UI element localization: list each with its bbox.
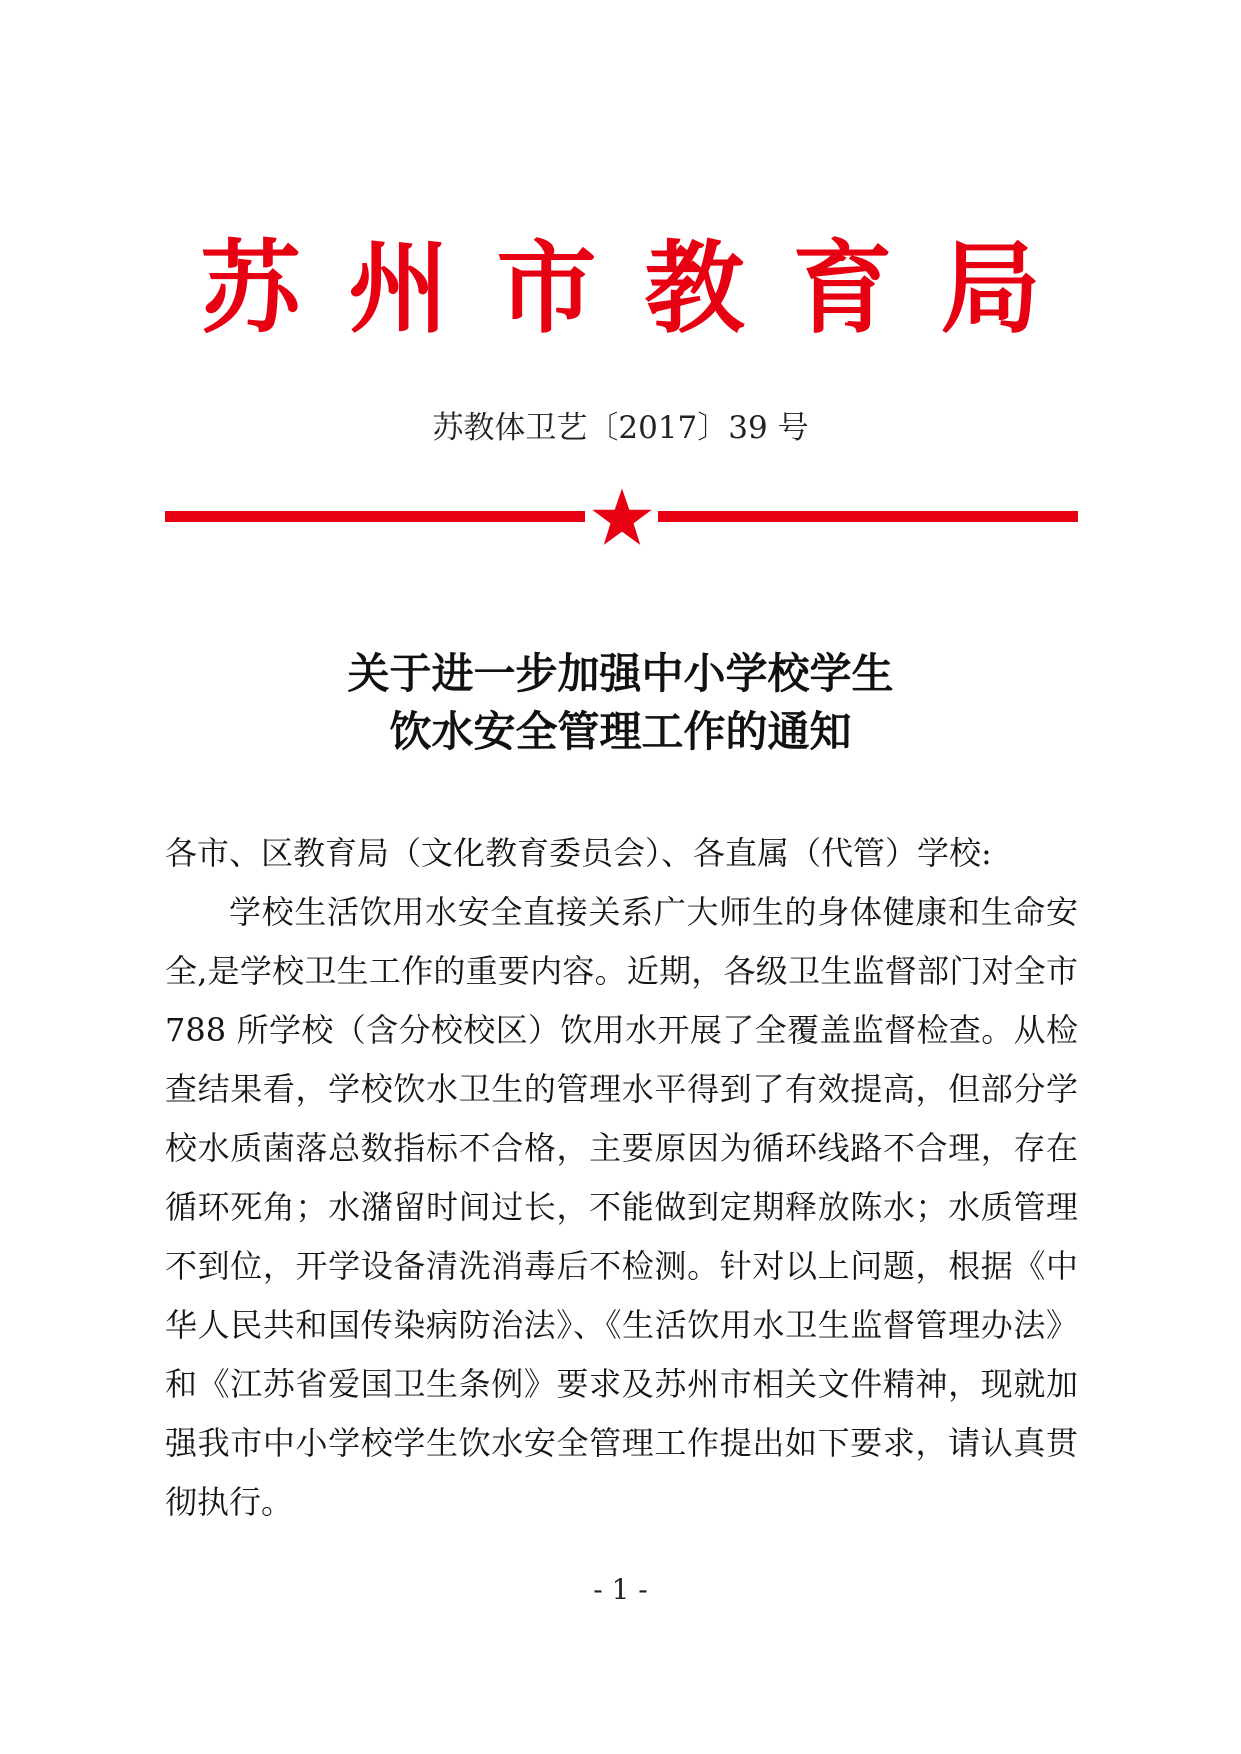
star-icon	[591, 487, 653, 547]
red-divider	[165, 487, 1078, 547]
divider-bar-left	[165, 511, 585, 522]
document-number: 苏教体卫艺〔2017〕39 号	[432, 410, 809, 446]
page-number: - 1 -	[593, 1573, 648, 1606]
title-line-2: 饮水安全管理工作的通知	[389, 707, 852, 756]
title-line-1: 关于进一步加强中小学校学生	[347, 649, 894, 698]
letterhead-org-name: 苏州市教育局	[200, 229, 1089, 347]
body-paragraph-1: 学校生活饮用水安全直接关系广大师生的身体健康和生命安全,是学校卫生工作的重要内容。近期，各级卫生监督部门对全市 788 所学校（含分校校区）饮用水开展了全覆盖监督检查。从检查结果看，学校饮水卫生的管理水平得到了有效提高，但部分学校水质菌落总数指标不合格，主要原因为循环线路不合理，存在循环死角；水潴留时间过长，不能做到定期释放陈水；水质管理不到位，开学设备清洗消毒后不检测。针对以上问题，根据《中华人民共和国传染病防治法》、《生活饮用水卫生监督管理办法》和《江苏省爱国卫生条例》要求及苏州市相关文件精神，现就加强我市中小学校学生饮水安全管理工作提出如下要求，请认真贯彻执行。	[165, 893, 1078, 1521]
document-title	[0, 645, 1241, 761]
document-body	[165, 824, 1078, 1532]
salutation: 各市、区教育局（文化教育委员会）、各直属（代管）学校:	[165, 834, 992, 872]
divider-bar-right	[658, 511, 1078, 522]
